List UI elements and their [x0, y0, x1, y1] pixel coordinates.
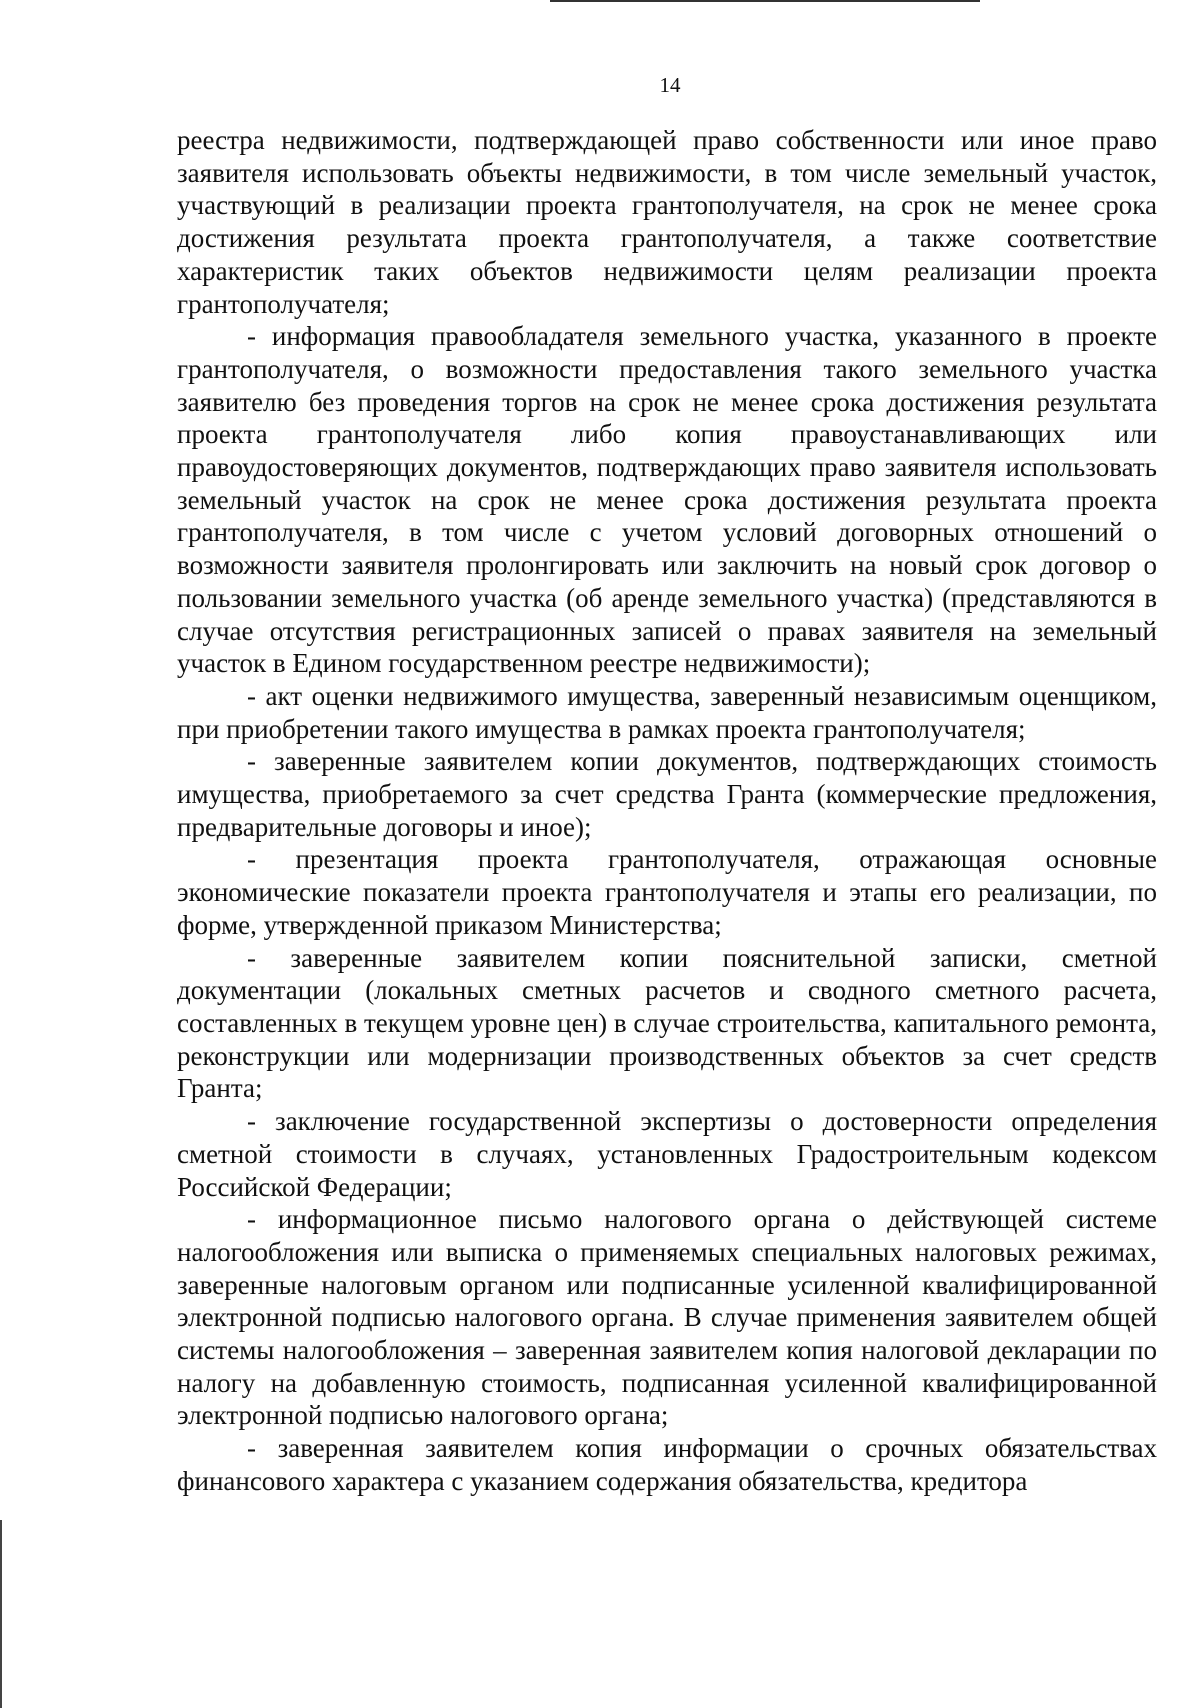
list-item-tax-letter: - информационное письмо налогового органа о действующей системе налогообложения или выписка о применяемых специальных налоговых режимах, заверенные налоговым органом или подписанные усиленной квалифицированной электронной подписью налогового органа. В случае применения заявителем общей системы налогообложения – заверенная заявителем копия налоговой декларации по налогу на добавленную стоимость, подписанная усиленной квалифицированной электронной подписью налогового органа; [177, 1204, 1157, 1431]
list-item-financial-obligations: - заверенная заявителем копия информации о срочных обязательствах финансового характера с указанием содержания обязательства, кредитора [177, 1433, 1157, 1496]
list-item-state-expertise: - заключение государственной экспертизы о достоверности определения сметной стоимости в случаях, установленных Градостроительным кодексом Российской Федерации; [177, 1106, 1157, 1202]
list-item-project-presentation: - презентация проекта грантополучателя, отражающая основные экономические показатели проекта грантополучателя и этапы его реализации, по форме, утвержденной приказом Министерства; [177, 844, 1157, 940]
paragraph-continuation: реестра недвижимости, подтверждающей право собственности или иное право заявителя использовать объекты недвижимости, в том числе земельный участок, участвующий в реализации проекта грантополучателя, на срок не менее срока достижения результата проекта грантополучателя, а также соответствие характеристик таких объектов недвижимости целям реализации проекта грантополучателя; [177, 125, 1157, 319]
scan-edge-line [0, 1520, 2, 1708]
top-edge-line [550, 0, 980, 2]
list-item-estimate-documentation: - заверенные заявителем копии пояснительной записки, сметной документации (локальных сметных расчетов и сводного сметного расчета, составленных в текущем уровне цен) в случае строительства, капитального ремонта, реконструкции или модернизации производственных объектов за счет средств Гранта; [177, 942, 1157, 1104]
document-body [177, 124, 1157, 1498]
list-item-cost-documents: - заверенные заявителем копии документов, подтверждающих стоимость имущества, приобретаемого за счет средства Гранта (коммерческие предложения, предварительные договоры и иное); [177, 746, 1157, 842]
page-number: 14 [659, 73, 681, 97]
list-item-valuation-act: - акт оценки недвижимого имущества, заверенный независимым оценщиком, при приобретении такого имущества в рамках проекта грантополучателя; [177, 680, 1157, 744]
list-item-land-rights-info: - информация правообладателя земельного участка, указанного в проекте грантополучателя, о возможности предоставления такого земельного участка заявителю без проведения торгов на срок не менее срока достижения результата проекта грантополучателя либо копия правоустанавливающих или правоудостоверяющих документов, подтверждающих право заявителя использовать земельный участок на срок не менее срока достижения результата проекта грантополучателя, в том числе с учетом условий договорных отношений о возможности заявителя пролонгировать или заключить на новый срок договор о пользовании земельного участка (об аренде земельного участка) (представляются в случае отсутствия регистрационных записей о правах заявителя на земельный участок в Едином государственном реестре недвижимости); [177, 321, 1157, 679]
